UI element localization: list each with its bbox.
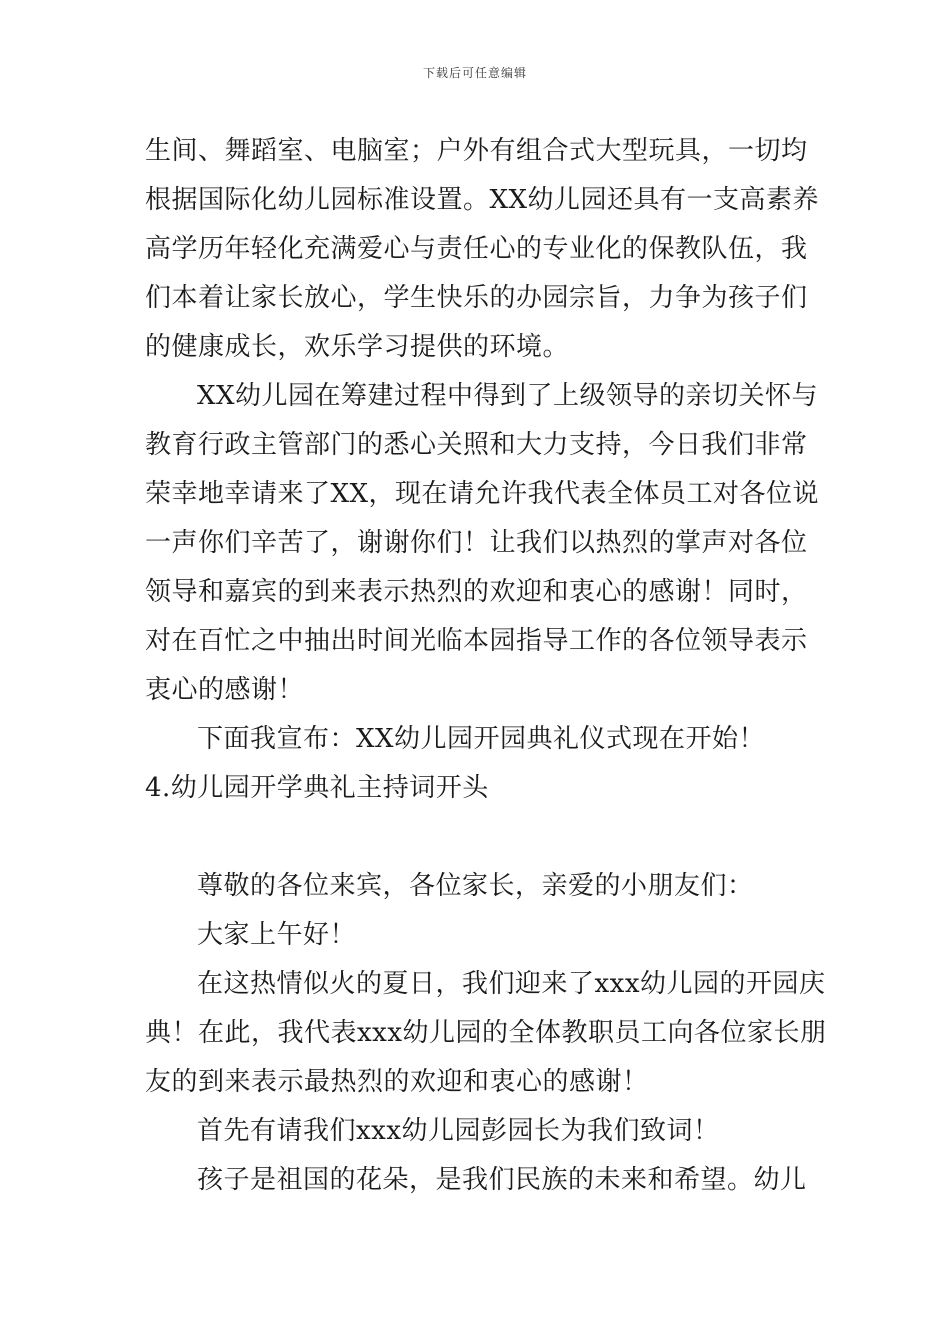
document-body <box>145 127 827 1205</box>
blank-line <box>145 813 810 862</box>
paragraph-invitation <box>145 1107 810 1156</box>
paragraph-greeting <box>145 911 810 960</box>
paragraph-salutation <box>145 862 810 911</box>
text-line: 对在百忙之中抽出时间光临本园指导工作的各位领导表示 <box>145 626 808 656</box>
section-heading <box>145 764 810 813</box>
text-line: 孩子是祖国的花朵，是我们民族的未来和希望。幼儿 <box>197 1165 807 1195</box>
text-line: 下面我宣布：XX幼儿园开园典礼仪式现在开始！ <box>197 724 766 754</box>
text-line: 领导和嘉宾的到来表示热烈的欢迎和衷心的感谢！同时， <box>145 577 808 607</box>
text-line: 荣幸地幸请来了XX，现在请允许我代表全体员工对各位说 <box>145 479 820 509</box>
text-line: 大家上午好！ <box>197 920 357 950</box>
heading-text: 4.幼儿园开学典礼主持词开头 <box>145 773 489 803</box>
paragraph-closing <box>145 1156 810 1205</box>
paragraph-thanks <box>145 372 820 715</box>
text-line: 生间、舞蹈室、电脑室；户外有组合式大型玩具，一切均 <box>145 136 808 166</box>
paragraph-welcome <box>145 960 827 1107</box>
text-line: 高学历年轻化充满爱心与责任心的专业化的保教队伍，我 <box>145 234 808 264</box>
text-line: 在这热情似火的夏日，我们迎来了xxx幼儿园的开园庆 <box>197 969 826 999</box>
page-header: 下载后可任意编辑 <box>422 66 527 80</box>
text-line: XX幼儿园在筹建过程中得到了上级领导的亲切关怀与 <box>197 381 819 411</box>
text-line: 一声你们辛苦了，谢谢你们！让我们以热烈的掌声对各位 <box>145 528 808 558</box>
text-line: 衷心的感谢！ <box>145 675 305 705</box>
text-line: 的健康成长，欢乐学习提供的环境。 <box>145 332 570 362</box>
text-line: 教育行政主管部门的悉心关照和大力支持，今日我们非常 <box>145 430 808 460</box>
paragraph-announcement <box>145 715 810 764</box>
text-line: 根据国际化幼儿园标准设置。XX幼儿园还具有一支高素养 <box>145 185 820 215</box>
text-line: 典！在此，我代表xxx幼儿园的全体教职员工向各位家长朋 <box>145 1018 827 1048</box>
text-line: 首先有请我们xxx幼儿园彭园长为我们致词！ <box>197 1116 720 1146</box>
text-line: 们本着让家长放心，学生快乐的办园宗旨，力争为孩子们 <box>145 283 808 313</box>
paragraph-facilities <box>145 127 820 372</box>
text-line: 尊敬的各位来宾，各位家长，亲爱的小朋友们： <box>197 871 754 901</box>
text-line: 友的到来表示最热烈的欢迎和衷心的感谢！ <box>145 1067 649 1097</box>
